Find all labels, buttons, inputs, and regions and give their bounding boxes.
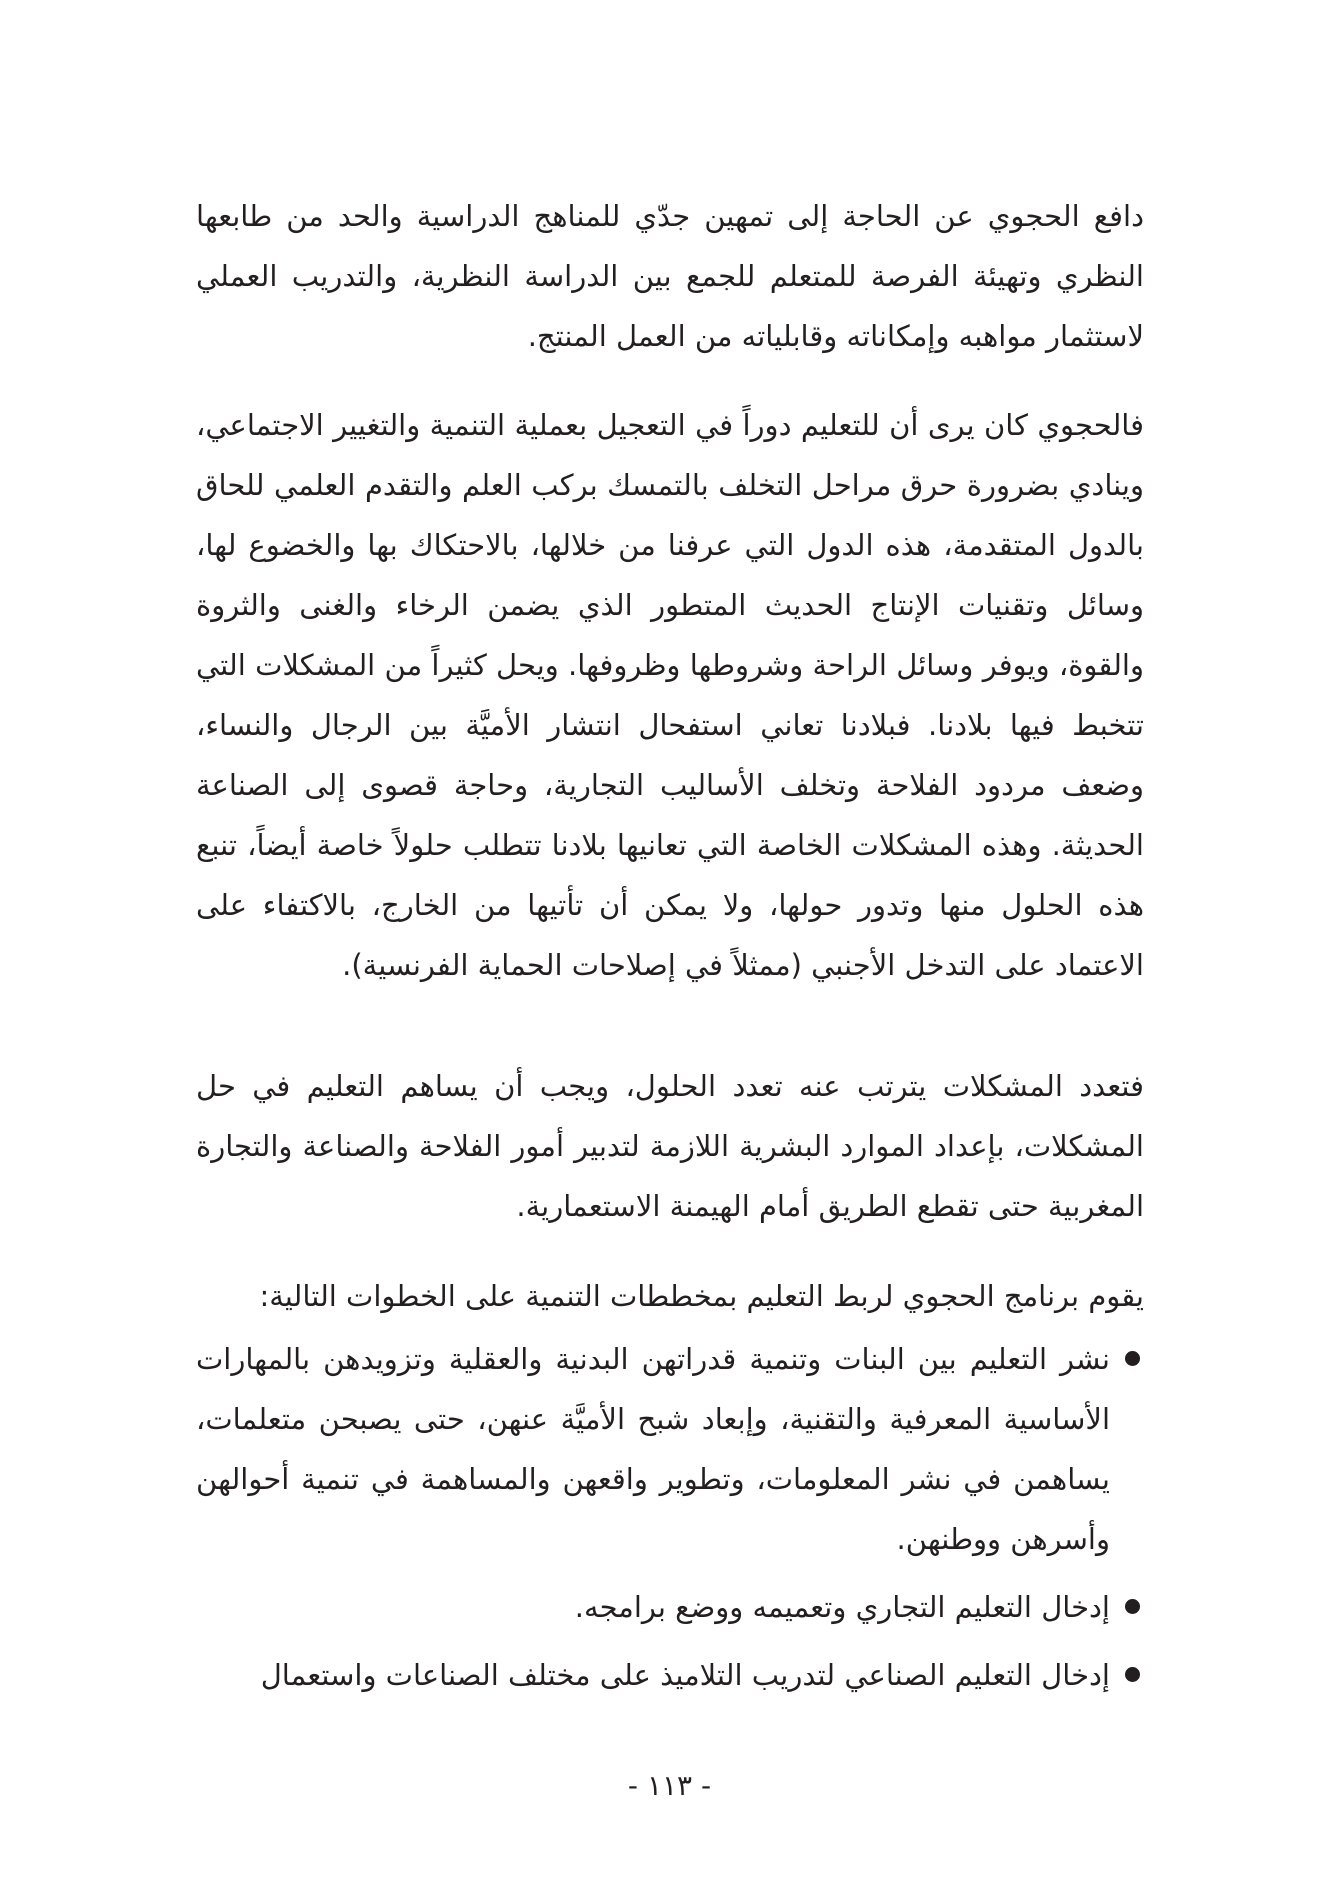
page-number: - ١١٣ - <box>627 1769 712 1802</box>
list-item <box>196 1645 1144 1705</box>
bullet-icon <box>1125 1667 1140 1682</box>
bullet-icon <box>1125 1351 1140 1366</box>
list-item-text: إدخال التعليم التجاري وتعميمه ووضع برامجه. <box>574 1590 1110 1624</box>
paragraph-1: دافع الحجوي عن الحاجة إلى تمهين جدّي للمناهج الدراسية والحد من طابعها النظري وتهيئة الفرصة للمتعلم للجمع بين الدراسة النظرية، والتدريب العملي لاستثمار مواهبه وإمكاناته وقابلياته من العمل المنتج. <box>196 199 1144 353</box>
list-item <box>196 1577 1144 1637</box>
paragraph-3: فتعدد المشكلات يترتب عنه تعدد الحلول، ويجب أن يساهم التعليم في حل المشكلات، بإعداد الموارد البشرية اللازمة لتدبير أمور الفلاحة والصناعة والتجارة المغربية حتى تقطع الطريق أمام الهيمنة الاستعمارية. <box>196 1069 1144 1223</box>
paragraph-2: فالحجوي كان يرى أن للتعليم دوراً في التعجيل بعملية التنمية والتغيير الاجتماعي، وينادي بضرورة حرق مراحل التخلف بالتمسك بركب العلم والتقدم العلمي للحاق بالدول المتقدمة، هذه الدول التي عرفنا من خلالها، بالاحتكاك بها والخضوع لها، وسائل وتقنيات الإنتاج الحديث المتطور الذي يضمن الرخاء والغنى والثروة والقوة، ويوفر وسائل الراحة وشروطها وظروفها. ويحل كثيراً من المشكلات التي تتخبط فيها بلادنا. فبلادنا تعاني استفحال انتشار الأميَّة بين الرجال والنساء، وضعف مردود الفلاحة وتخلف الأساليب التجارية، وحاجة قصوى إلى الصناعة الحديثة. وهذه المشكلات الخاصة التي تعانيها بلادنا تتطلب حلولاً خاصة أيضاً، تنبع هذه الحلول منها وتدور حولها، ولا يمكن أن تأتيها من الخارج، بالاكتفاء على الاعتماد على التدخل الأجنبي (ممثلاً في إصلاحات الحماية الفرنسية). <box>196 408 1144 982</box>
list-item-text: نشر التعليم بين البنات وتنمية قدراتهن البدنية والعقلية وتزويدهن بالمهارات الأساسية المعرفية والتقنية، وإبعاد شبح الأميَّة عنهن، حتى يصبحن متعلمات، يساهمن في نشر المعلومات، وتطوير واقعهن والمساهمة في تنمية أحوالهن وأسرهن ووطنهن. <box>196 1342 1110 1556</box>
bullet-icon <box>1125 1599 1140 1614</box>
steps-list <box>196 1329 1144 1713</box>
list-item <box>196 1329 1144 1569</box>
list-item-text: إدخال التعليم الصناعي لتدريب التلاميذ على مختلف الصناعات واستعمال <box>260 1658 1110 1692</box>
paragraph-4: يقوم برنامج الحجوي لربط التعليم بمخططات التنمية على الخطوات التالية: <box>259 1279 1144 1313</box>
